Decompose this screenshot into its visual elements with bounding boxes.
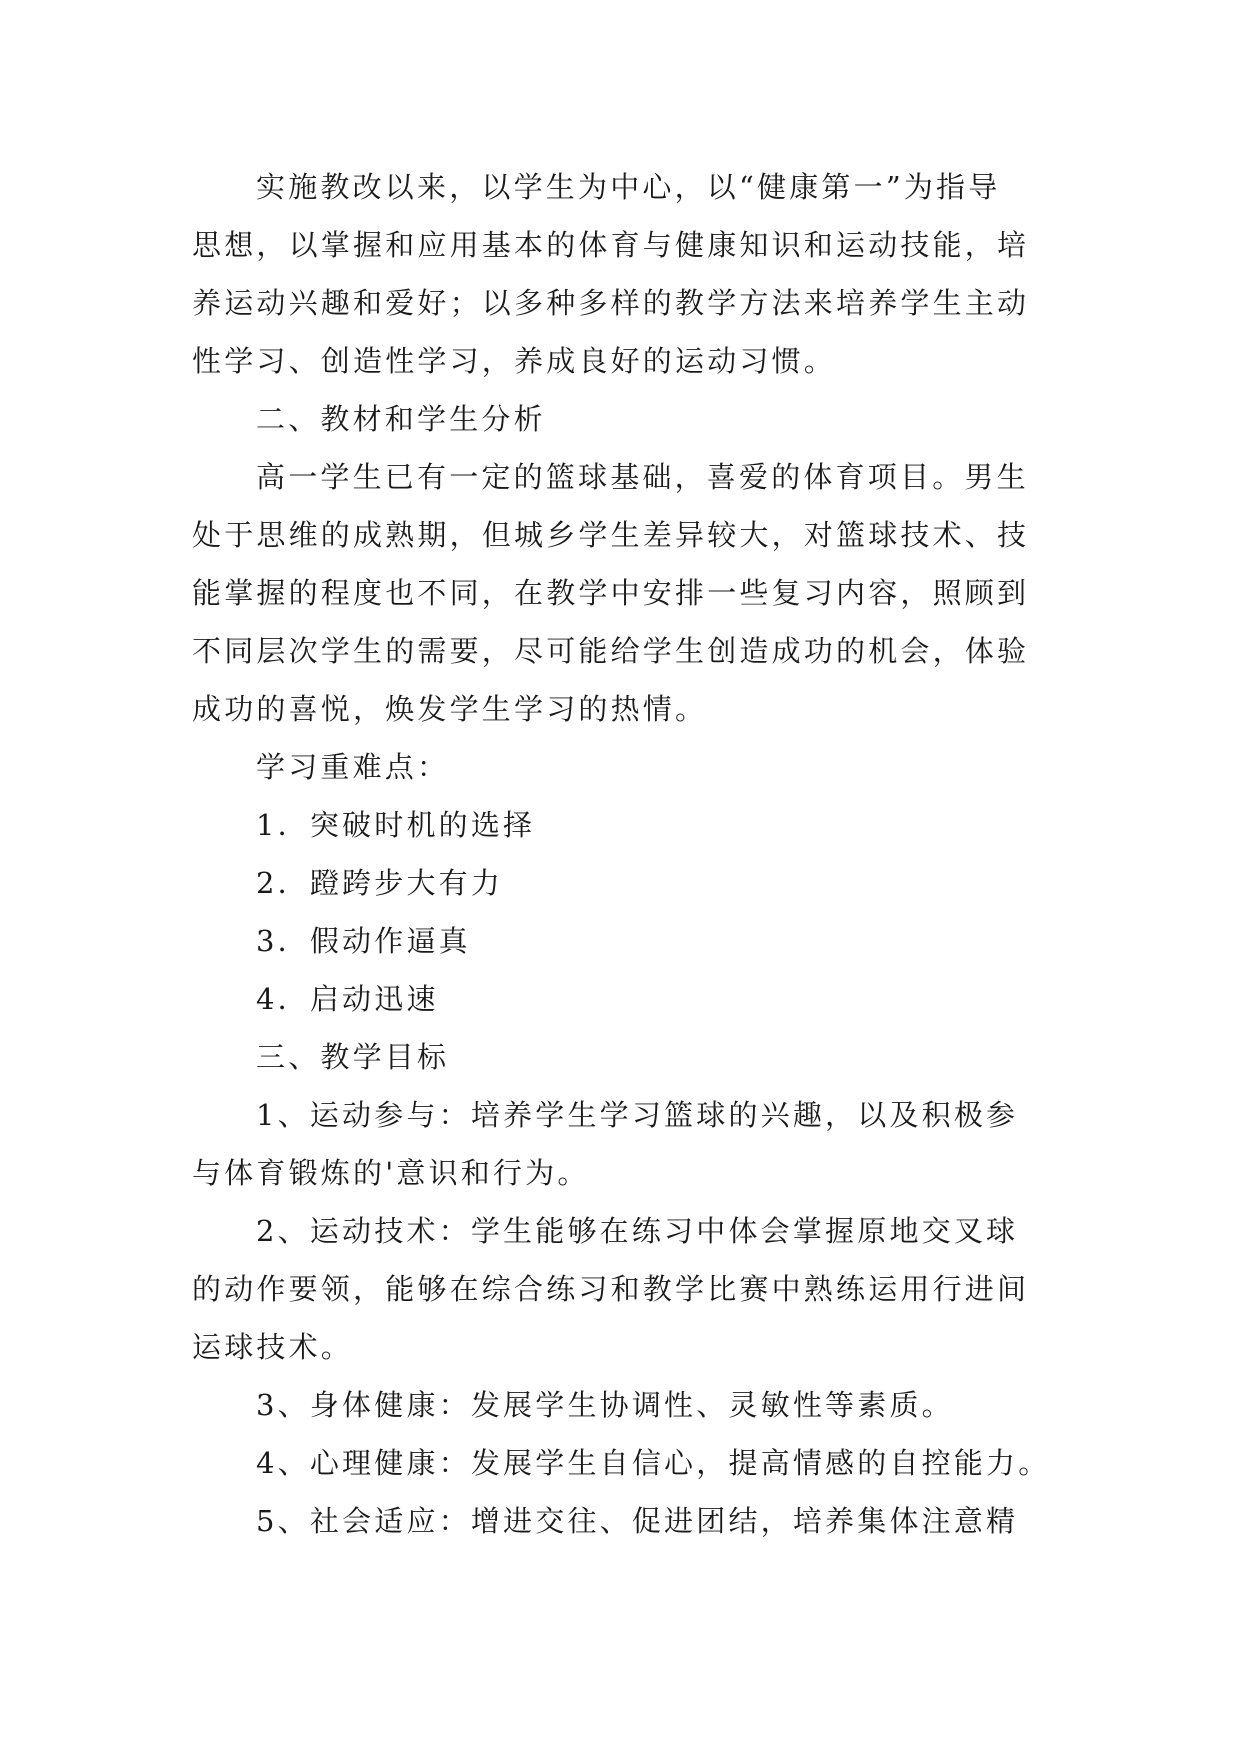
text-line: 实施教改以来，以学生为中心，以“健康第一”为指导 — [256, 170, 1001, 204]
heading-line: 学习重难点： — [256, 750, 450, 784]
text-line: 成功的喜悦，焕发学生学习的热情。 — [192, 692, 708, 726]
list-item-key-point-4 — [192, 970, 1072, 1028]
text-line: 5、社会适应：增进交往、促进团结，培养集体注意精 — [256, 1504, 1019, 1538]
text-line: 高一学生已有一定的篮球基础，喜爱的体育项目。男生 — [256, 460, 1029, 494]
goal-social-adaptation — [192, 1492, 1072, 1550]
document-body — [192, 158, 1072, 1550]
list-item-key-point-1 — [192, 796, 1072, 854]
goal-technique — [192, 1202, 1072, 1376]
text-line: 4．启动迅速 — [256, 982, 439, 1016]
heading-line: 二、教材和学生分析 — [256, 402, 546, 436]
text-line: 4、心理健康：发展学生自信心，提高情感的自控能力。 — [256, 1446, 1051, 1480]
paragraph-student-analysis — [192, 448, 1072, 738]
goal-participation — [192, 1086, 1072, 1202]
text-line: 3．假动作逼真 — [256, 924, 471, 958]
heading-line: 三、教学目标 — [256, 1040, 450, 1074]
text-line: 2、运动技术：学生能够在练习中体会掌握原地交叉球 — [256, 1214, 1019, 1248]
goal-physical-health — [192, 1376, 1072, 1434]
list-item-key-point-3 — [192, 912, 1072, 970]
text-line: 处于思维的成熟期，但城乡学生差异较大，对篮球技术、技 — [192, 518, 1030, 552]
section-heading-materials-analysis — [192, 390, 1072, 448]
text-line: 3、身体健康：发展学生协调性、灵敏性等素质。 — [256, 1388, 954, 1422]
key-points-heading — [192, 738, 1072, 796]
section-heading-teaching-goals — [192, 1028, 1072, 1086]
text-line: 1、运动参与：培养学生学习篮球的兴趣，以及积极参 — [256, 1098, 1019, 1132]
text-line: 思想，以掌握和应用基本的体育与健康知识和运动技能，培 — [192, 228, 1030, 262]
text-line: 运球技术。 — [192, 1330, 354, 1364]
goal-mental-health — [192, 1434, 1072, 1492]
text-line: 养运动兴趣和爱好；以多种多样的教学方法来培养学生主动 — [192, 286, 1030, 320]
text-line: 与体育锻炼的'意识和行为。 — [192, 1156, 590, 1190]
text-line: 的动作要领，能够在综合练习和教学比赛中熟练运用行进间 — [192, 1272, 1030, 1306]
text-line: 1．突破时机的选择 — [256, 808, 536, 842]
text-line: 2．蹬跨步大有力 — [256, 866, 504, 900]
text-line: 能掌握的程度也不同，在教学中安排一些复习内容，照顾到 — [192, 576, 1030, 610]
text-line: 不同层次学生的需要，尽可能给学生创造成功的机会，体验 — [192, 634, 1030, 668]
text-line: 性学习、创造性学习，养成良好的运动习惯。 — [192, 344, 837, 378]
list-item-key-point-2 — [192, 854, 1072, 912]
paragraph-intro — [192, 158, 1072, 390]
